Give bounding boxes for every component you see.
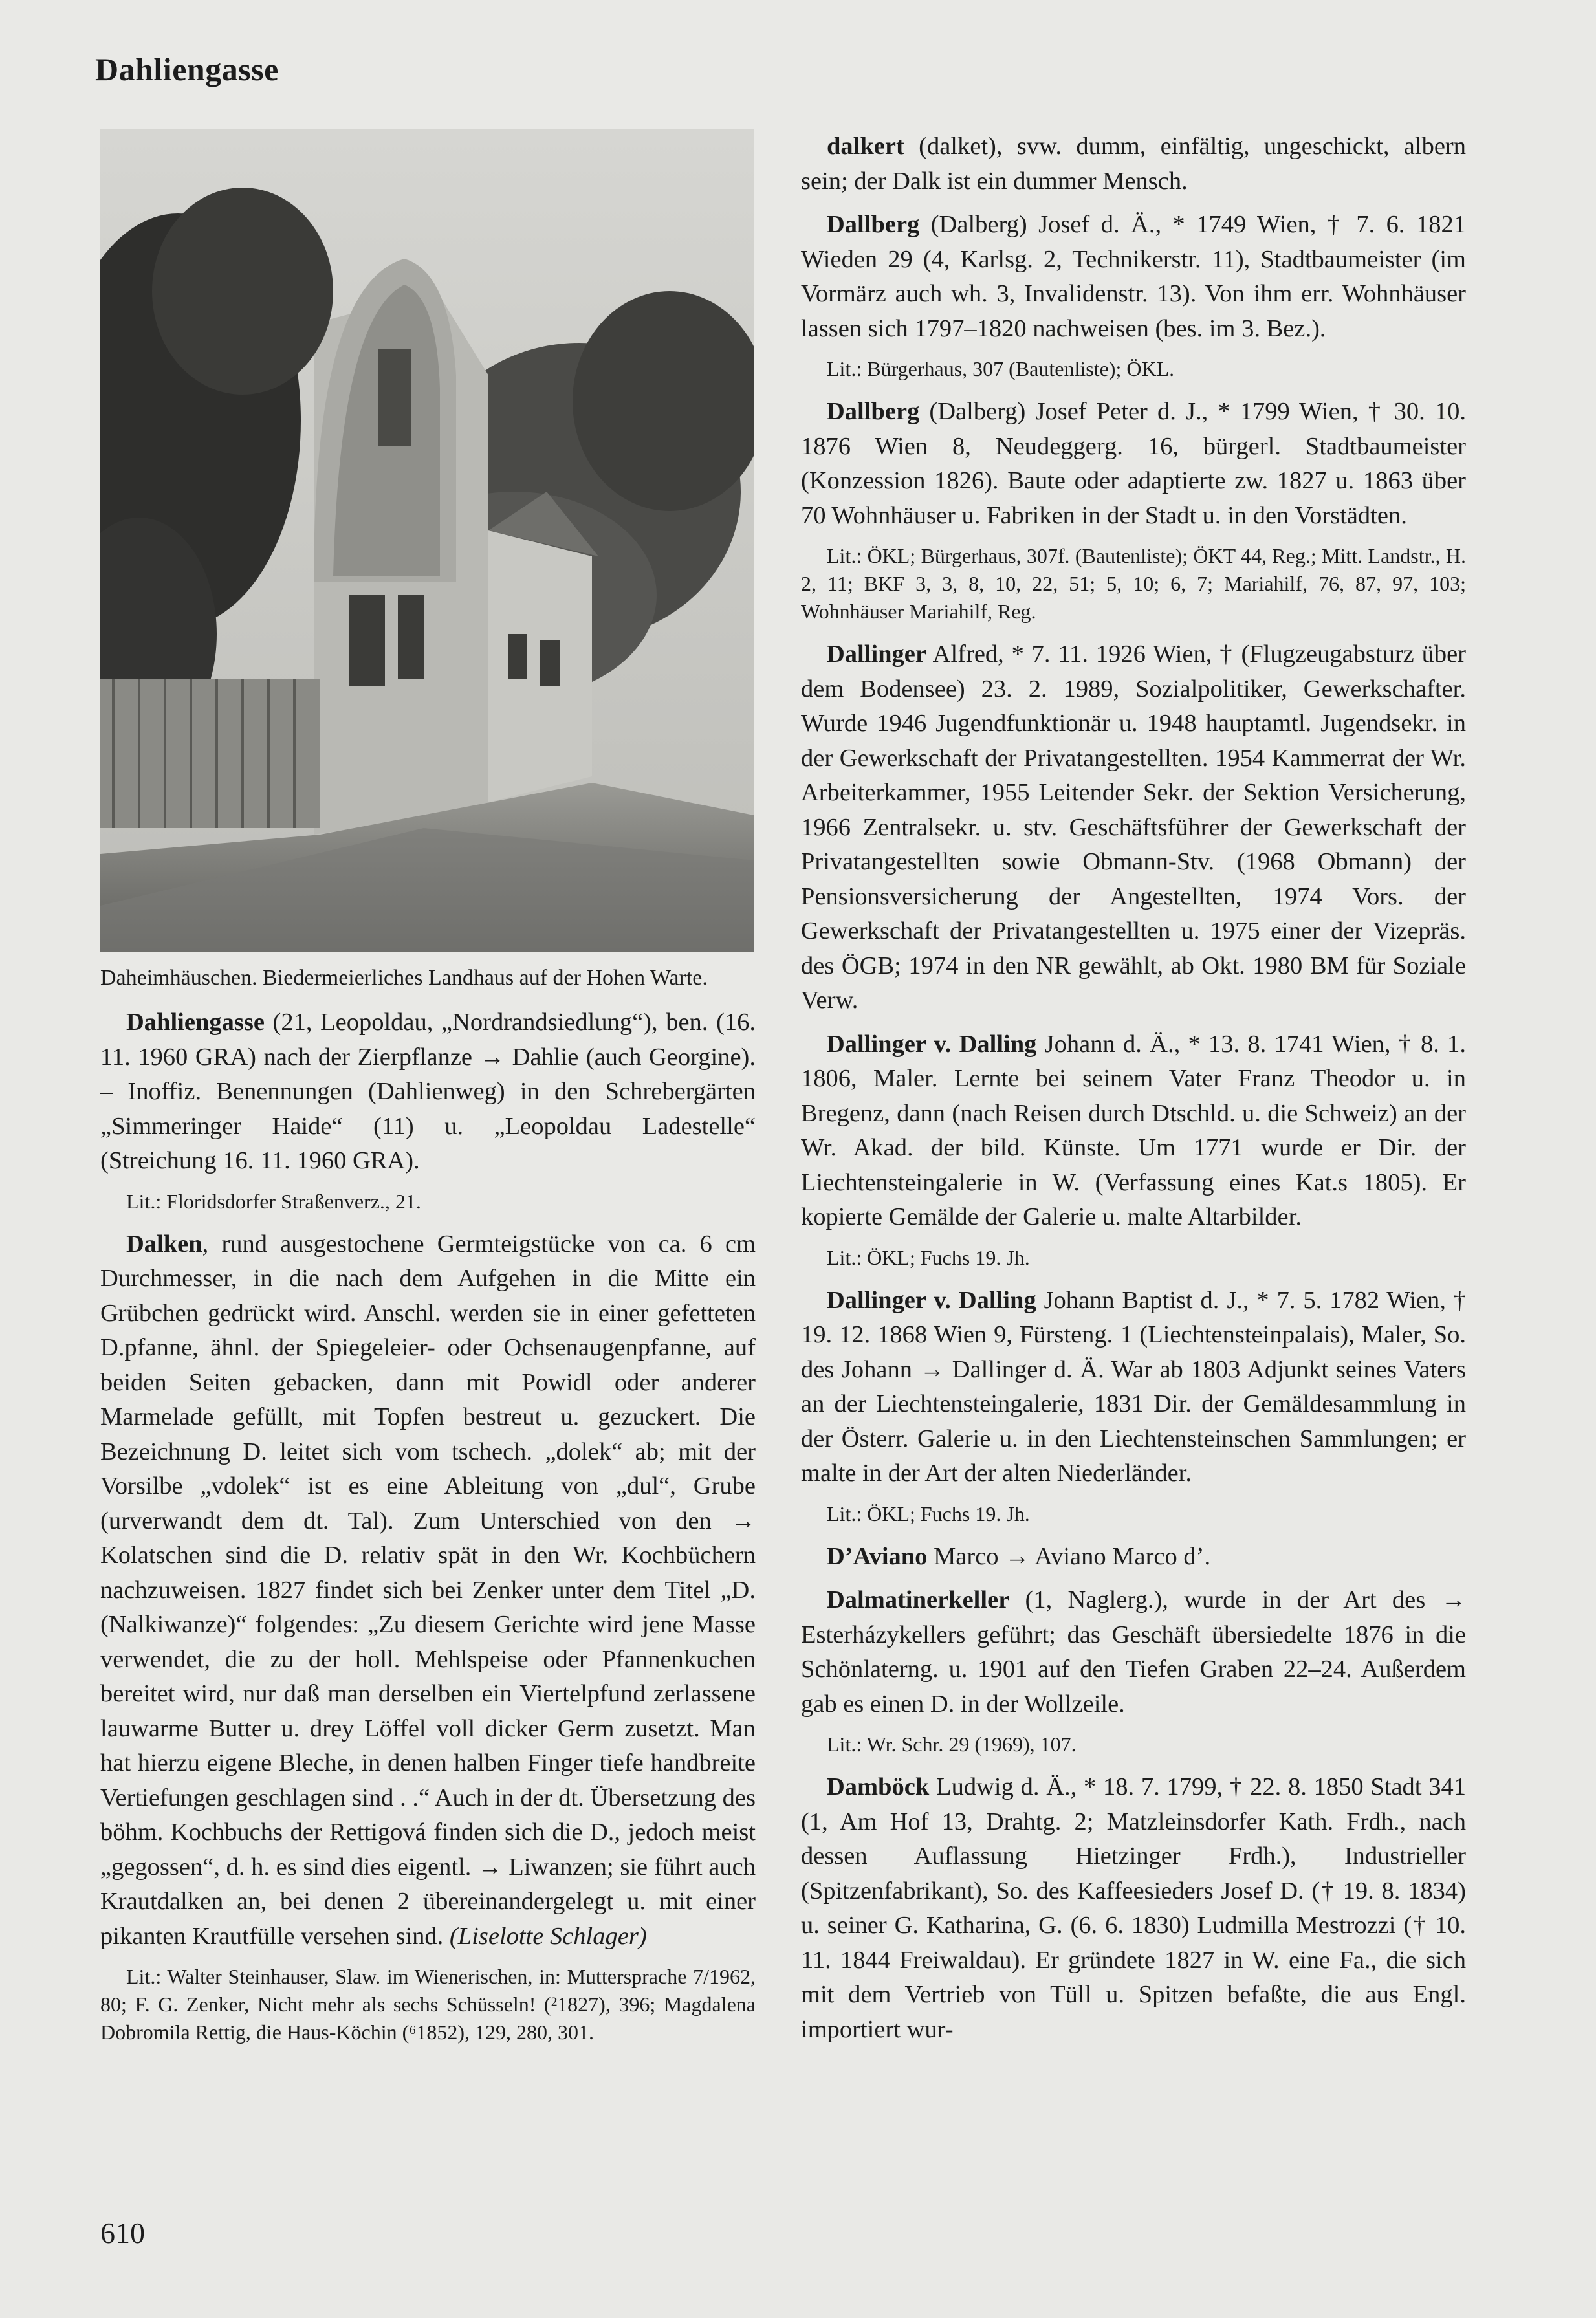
entry-text: (dalket), svw. dumm, einfältig, ungeschickt, albern sein; der Dalk ist ein dummer Mensch.	[801, 133, 1466, 195]
entry-dahliengasse	[100, 1005, 756, 1179]
literature-note: Lit.: Floridsdorfer Straßenverz., 21.	[126, 1189, 421, 1213]
author-credit: (Liselotte Schlager)	[449, 1922, 647, 1950]
entry-text: (Dalberg) Josef d. Ä., * 1749 Wien, † 7. 6. 1821 Wieden 29 (4, Karlsg. 2, Technikerstr. 11), Stadtbaumeister (im Vormärz auch wh. 3, Invalidenstr. 13). Von ihm err. Wohnhäuser lassen sich 1797–1820 nachweisen (bes. im 3. Bez.).	[801, 211, 1466, 342]
headword: Damböck	[827, 1773, 930, 1800]
literature-note: Lit.: ÖKL; Fuchs 19. Jh.	[827, 1245, 1030, 1269]
page-number: 610	[100, 2216, 145, 2249]
entry-dallberg-josef-peter	[801, 395, 1466, 533]
entry-text: (21, Leopoldau, „Nordrandsiedlung“), ben. (16. 11. 1960 GRA) nach der Zierpflanze → Dahlie (auch Georgine). – Inoffiz. Benennungen (Dahlienweg) in den Schrebergärten „Simmeringer Haide“ (11) u. „Leopoldau Ladestelle“ (Streichung 16. 11. 1960 GRA).	[100, 1009, 756, 1174]
headword: Dalmatinerkeller	[827, 1586, 1010, 1613]
headword: Dallinger v. Dalling	[827, 1286, 1036, 1314]
entry-text: (Dalberg) Josef Peter d. J., * 1799 Wien, † 30. 10. 1876 Wien 8, Neudeggerg. 16, bürgerl. Stadtbaumeister (Konzession 1826). Baute oder adaptierte zw. 1827 u. 1863 über 70 Wohnhäuser u. Fabriken in der Stadt u. in den Vorstädten.	[801, 398, 1466, 529]
headword: Dallberg	[827, 398, 920, 425]
headword: Dallinger	[827, 640, 926, 668]
literature-note: Lit.: Bürgerhaus, 307 (Bautenliste); ÖKL.	[827, 357, 1175, 380]
literature-note: Lit.: ÖKL; Bürgerhaus, 307f. (Bautenliste); ÖKT 44, Reg.; Mitt. Landstr., H. 2, 11; BKF 3, 3, 8, 10, 22, 51; 5, 10; 6, 7; Mariahilf, 76, 87, 97, 103; Wohnhäuser Mariahilf, Reg.	[801, 544, 1466, 623]
headword: Dallberg	[827, 211, 920, 238]
entry-dalken	[100, 1227, 756, 1954]
figure	[100, 129, 754, 952]
entry-text: , rund ausgestochene Germteigstücke von ca. 6 cm Durchmesser, in die nach dem Aufgehen in die Mitte ein Grübchen gedrückt wird. Anschl. werden sie in einer gefetteten D.pfanne, ähnl. der Spiegeleier- oder Ochsenaugenpfanne, auf beiden Seiten gebacken, dann mit Powidl oder anderer Marmelade gefüllt, mit Topfen bestreut u. gezuckert. Die Bezeichnung D. leitet sich vom tschech. „dolek“ ab; mit der Vorsilbe „vdolek“ ist es eine Ableitung von „dul“, Grube (urverwandt dem dt. Tal). Zum Unterschied von den → Kolatschen sind die D. relativ spät in den Wr. Kochbüchern nachzuweisen. 1827 findet sich bei Zenker unter dem Titel „D. (Nalkiwanze)“ folgendes: „Zu diesem Gerichte wird jene Masse verwendet, die zu der holl. Mehlspeise oder Pfannenkuchen bereitet wird, nur daß man derselben ein Viertelpfund zerlassene lauwarme Butter u. drey Löffel voll dicker Germ zusetzt. Man hat hierzu eigene Bleche, in denen halben Finger tiefe handbreite Vertiefungen geschlagen sind . .“ Auch in der dt. Übersetzung des böhm. Kochbuchs der Rettigová finden sich die D., jedoch meist „gegossen“, d. h. es sind dies eigentl. → Liwanzen; sie führt auch Krautdalken an, bei denen 2 übereinandergelegt u. mit einer pikanten Krautfülle versehen sind.	[100, 1230, 756, 1950]
literature-note: Lit.: Walter Steinhauser, Slaw. im Wienerischen, in: Muttersprache 7/1962, 80; F. G. Zenker, Nicht mehr als sechs Schüsseln! (²1827), 396; Magdalena Dobromila Rettig, die Haus-Köchin (⁶1852), 129, 280, 301.	[100, 1965, 756, 2044]
entry-dallinger-alfred	[801, 637, 1466, 1018]
literature-note: Lit.: Wr. Schr. 29 (1969), 107.	[827, 1733, 1077, 1756]
entry-dalmatinerkeller	[801, 1583, 1466, 1722]
entry-text: Ludwig d. Ä., * 18. 7. 1799, † 22. 8. 1850 Stadt 341 (1, Am Hof 13, Drahtg. 2; Matzleinsdorfer Kath. Frdh., nach dessen Auflassung Hietzinger Frdh.), Industrieller (Spitzenfabrikant), So. des Kaffeesieders Josef D. († 19. 8. 1834) u. seiner G. Katharina, G. (6. 6. 1830) Ludmilla Mestrozzi († 10. 11. 1844 Freiwaldau). Er gründete 1827 in W. eine Fa., die sich mit dem Vertrieb von Tüll u. Spitzen befaßte, die aus Engl. importiert wur-	[801, 1773, 1466, 2043]
headword: dalkert	[827, 133, 904, 160]
headword: Dallinger v. Dalling	[827, 1030, 1037, 1058]
photo-biedermeier-landhaus	[100, 129, 754, 952]
right-column	[801, 129, 1466, 2056]
entry-dambock	[801, 1770, 1466, 2047]
entry-dallberg-josef	[801, 208, 1466, 346]
entry-dallinger-johann	[801, 1027, 1466, 1235]
entry-text: Marco → Aviano Marco d’.	[927, 1542, 1211, 1570]
entry-text: Johann Baptist d. J., * 7. 5. 1782 Wien, † 19. 12. 1868 Wien 9, Fürsteng. 1 (Liechtensteinpalais), Maler, So. des Johann → Dallinger d. Ä. War ab 1803 Adjunkt seines Vaters an der Liechtensteingalerie, 1831 Dir. der Gemäldesammlung in der Österr. Galerie u. in den Liechtensteinschen Sammlungen; er malte in der Art der alten Niederländer.	[801, 1286, 1466, 1487]
entry-daviano	[801, 1540, 1466, 1575]
entry-text: Johann d. Ä., * 13. 8. 1741 Wien, † 8. 1. 1806, Maler. Lernte bei seinem Vater Franz Theodor u. in Bregenz, dann (nach Reisen durch Dtschld. u. die Schweiz) an der Wr. Akad. der bild. Künste. Um 1771 wurde er Dir. der Liechtensteingalerie in W. (Verfassung eines Kat.s 1805). Er kopierte Gemälde der Galerie u. malte Altarbilder.	[801, 1030, 1467, 1230]
headword: Dalken	[126, 1230, 202, 1258]
entry-dalkert	[801, 129, 1466, 199]
headword: Dahliengasse	[126, 1009, 265, 1036]
running-head: Dahliengasse	[95, 51, 279, 87]
literature-note: Lit.: ÖKL; Fuchs 19. Jh.	[827, 1502, 1030, 1525]
left-column	[100, 129, 756, 2058]
entry-text: (1, Naglerg.), wurde in der Art des → Esterházykellers geführt; das Geschäft übersiedelte 1876 in die Schönlaterng. u. 1901 auf den Tiefen Graben 22–24. Außerdem gab es einen D. in der Wollzeile.	[801, 1586, 1466, 1718]
entry-text: Alfred, * 7. 11. 1926 Wien, † (Flugzeugabsturz über dem Bodensee) 23. 2. 1989, Sozialpolitiker, Gewerkschafter. Wurde 1946 Jugendfunktionär u. 1948 hauptamtl. Jugendsekr. in der Gewerkschaft der Privatangestellten. 1954 Kammerrat der Wr. Arbeiterkammer, 1955 Leitender Sekr. der Sektion Versicherung, 1966 Zentralsekr. u. stv. Geschäftsführer der Gewerkschaft der Privatangestellten sowie Obmann-Stv. (1968 Obmann) der Pensionsversicherung der Angestellten, 1974 Vors. der Gewerkschaft der Privatangestellten u. 1975 einer der Vizepräs. des ÖGB; 1974 in den NR gewählt, ab Okt. 1980 BM für Soziale Verw.	[801, 640, 1466, 1014]
headword: D’Aviano	[827, 1542, 928, 1570]
figure-caption: Daheimhäuschen. Biedermeierliches Landhaus auf der Hohen Warte.	[100, 966, 708, 990]
entry-dallinger-johann-baptist	[801, 1284, 1466, 1491]
